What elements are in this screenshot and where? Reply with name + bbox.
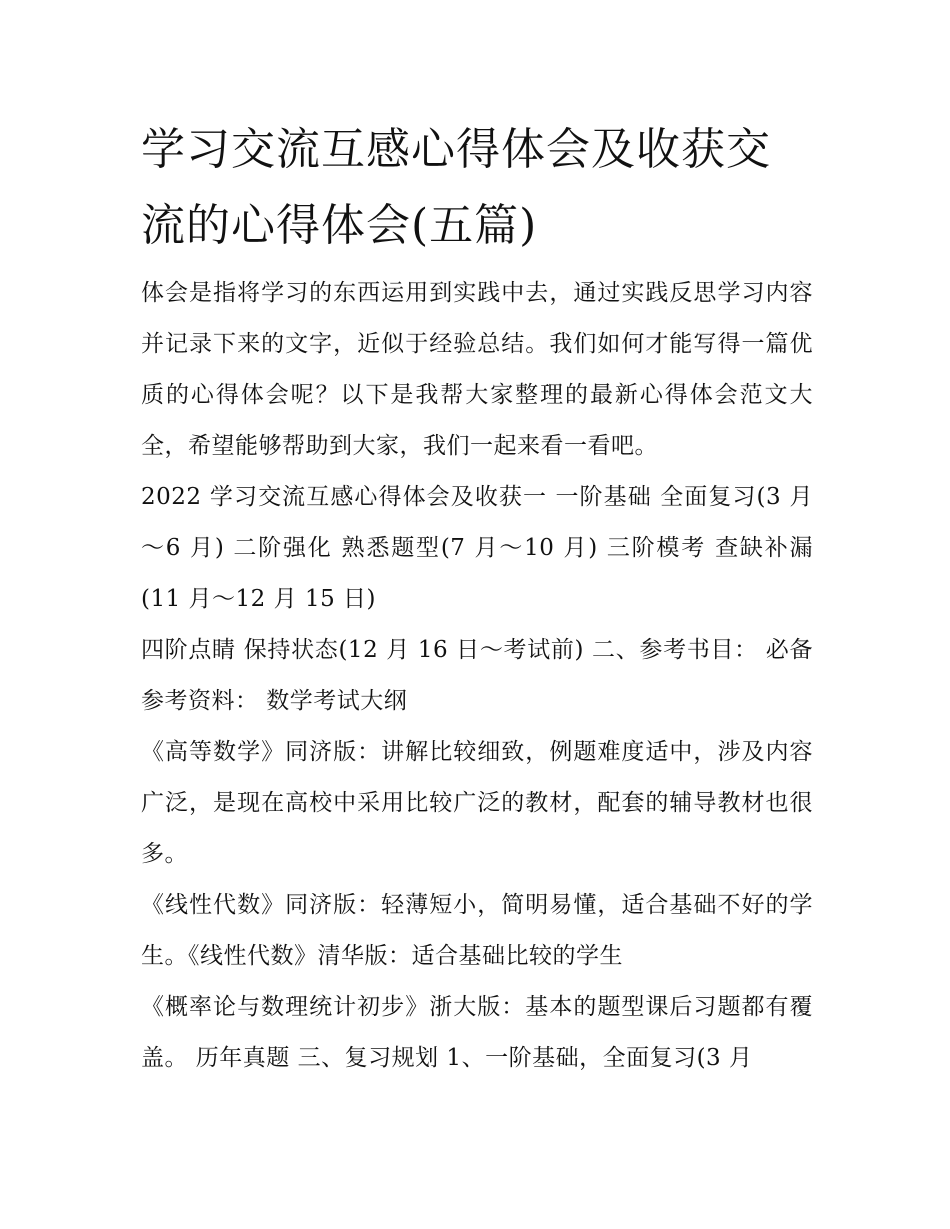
paragraph-advanced-math: 《高等数学》同济版：讲解比较细致，例题难度适中，涉及内容广泛，是现在高校中采用比较广泛的教材，配套的辅导教材也很多。: [141, 739, 813, 867]
paragraph-references: 四阶点睛 保持状态(12 月 16 日～考试前) 二、参考书目： 必备参考资料： 数学考试大纲: [141, 637, 813, 714]
document-page: [141, 112, 813, 1084]
document-title: 学习交流互感心得体会及收获交流的心得体会(五篇): [141, 124, 771, 251]
paragraph-probability: 《概率论与数理统计初步》浙大版：基本的题型课后习题都有覆盖。 历年真题 三、复习规划 1、一阶基础，全面复习(3 月: [141, 994, 813, 1071]
paragraph-intro: 体会是指将学习的东西运用到实践中去，通过实践反思学习内容并记录下来的文字，近似于经验总结。我们如何才能写得一篇优质的心得体会呢？以下是我帮大家整理的最新心得体会范文大全，希望能够帮助到大家，我们一起来看一看吧。: [141, 280, 813, 459]
paragraph-stages: 2022 学习交流互感心得体会及收获一 一阶基础 全面复习(3 月～6 月) 二阶强化 熟悉题型(7 月～10 月) 三阶模考 查缺补漏(11 月～12 月 15 日): [141, 484, 813, 612]
paragraph-linear-algebra: 《线性代数》同济版：轻薄短小，简明易懂，适合基础不好的学生。《线性代数》清华版：适合基础比较的学生: [141, 892, 813, 969]
